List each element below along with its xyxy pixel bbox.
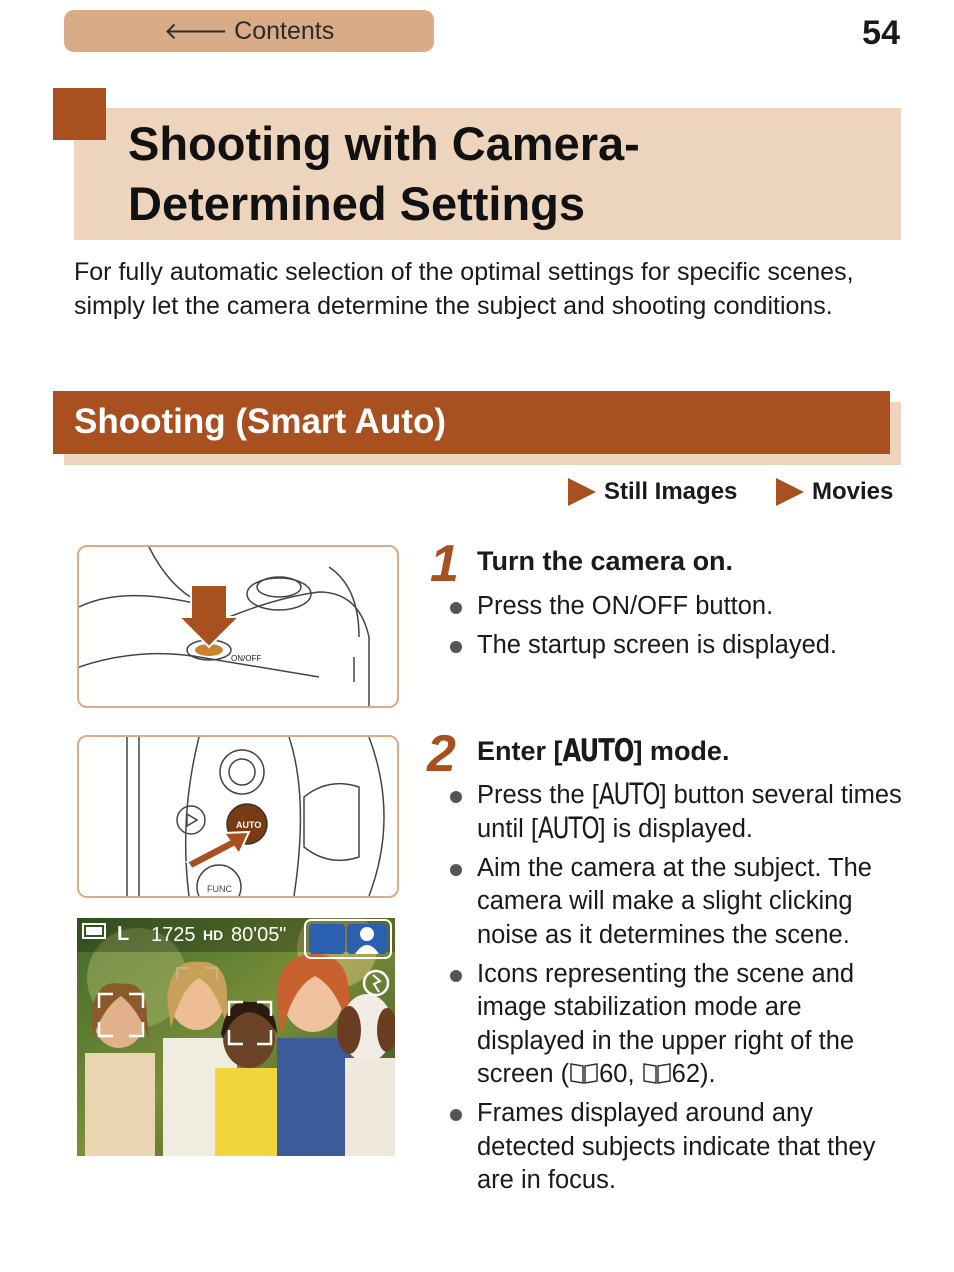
illustration-auto-button bbox=[77, 735, 399, 898]
illustration-power-button bbox=[77, 545, 399, 708]
onoff-label: ON/OFF bbox=[231, 654, 262, 663]
list-item: Frames displayed around any detected subjects indicate that they are in focus. bbox=[450, 1097, 910, 1198]
title-line-1: Shooting with Camera- bbox=[128, 117, 640, 170]
subject-dog bbox=[337, 994, 395, 1156]
camera-top-illustration bbox=[79, 547, 397, 706]
title-accent-square bbox=[53, 88, 106, 140]
triangle-icon bbox=[776, 478, 804, 506]
time-readout: 80'05" bbox=[231, 924, 287, 946]
book-reference-icon bbox=[642, 1061, 672, 1085]
step-1-heading: Turn the camera on. bbox=[477, 546, 734, 576]
list-item: Icons representing the scene and image stabilization mode are displayed in the upper right of the screen ( 60, 62). bbox=[450, 958, 910, 1092]
back-arrow-icon: 🡐 bbox=[163, 18, 229, 45]
page-ref-link[interactable]: 62 bbox=[671, 1060, 701, 1088]
camera-back-illustration bbox=[79, 737, 397, 896]
func-label: FUNC bbox=[207, 884, 232, 894]
tag-movies: Movies bbox=[776, 478, 893, 506]
subject-child-1 bbox=[85, 983, 155, 1156]
step-2-number: 2 bbox=[427, 725, 456, 783]
auto-mode-icon: AUTO bbox=[537, 811, 599, 846]
movie-quality-readout: HD bbox=[203, 927, 224, 943]
step-1-number: 1 bbox=[430, 535, 459, 593]
contents-link[interactable] bbox=[64, 10, 434, 52]
list-item: Aim the camera at the subject. The camera will make a slight clicking noise as it determines the scene. bbox=[450, 852, 910, 953]
list-item: Press the ON/OFF button. bbox=[450, 590, 910, 624]
step-1-bullets bbox=[450, 590, 910, 668]
book-reference-icon bbox=[569, 1061, 599, 1085]
step-2-heading: Enter [AUTO] mode. bbox=[477, 734, 729, 769]
section-title: Shooting (Smart Auto) bbox=[74, 402, 446, 441]
page-ref-link[interactable]: 60 bbox=[599, 1060, 628, 1088]
step-2-bullets bbox=[450, 779, 910, 1203]
triangle-icon bbox=[568, 478, 596, 506]
title-line-2: Determined Settings bbox=[128, 177, 586, 230]
list-item: The startup screen is displayed. bbox=[450, 629, 910, 663]
shots-readout: 1725 bbox=[151, 924, 196, 946]
quality-readout: L bbox=[117, 923, 130, 945]
auto-mode-icon: AUTO bbox=[562, 733, 634, 770]
auto-mode-icon: AUTO bbox=[598, 777, 660, 813]
contents-label: Contents bbox=[234, 16, 335, 45]
list-item: Press the [AUTO] button several times until [AUTO] is displayed. bbox=[450, 779, 910, 846]
svg-text:AUTO: AUTO bbox=[236, 820, 262, 830]
page-number: 54 bbox=[862, 14, 900, 52]
tag-still-images: Still Images bbox=[568, 478, 737, 506]
intro-paragraph: For fully automatic selection of the optimal settings for specific scenes, simply let the camera determine the subject and shooting conditions. bbox=[74, 258, 854, 320]
lcd-screen-photo bbox=[77, 918, 395, 1156]
page-title bbox=[128, 114, 868, 234]
